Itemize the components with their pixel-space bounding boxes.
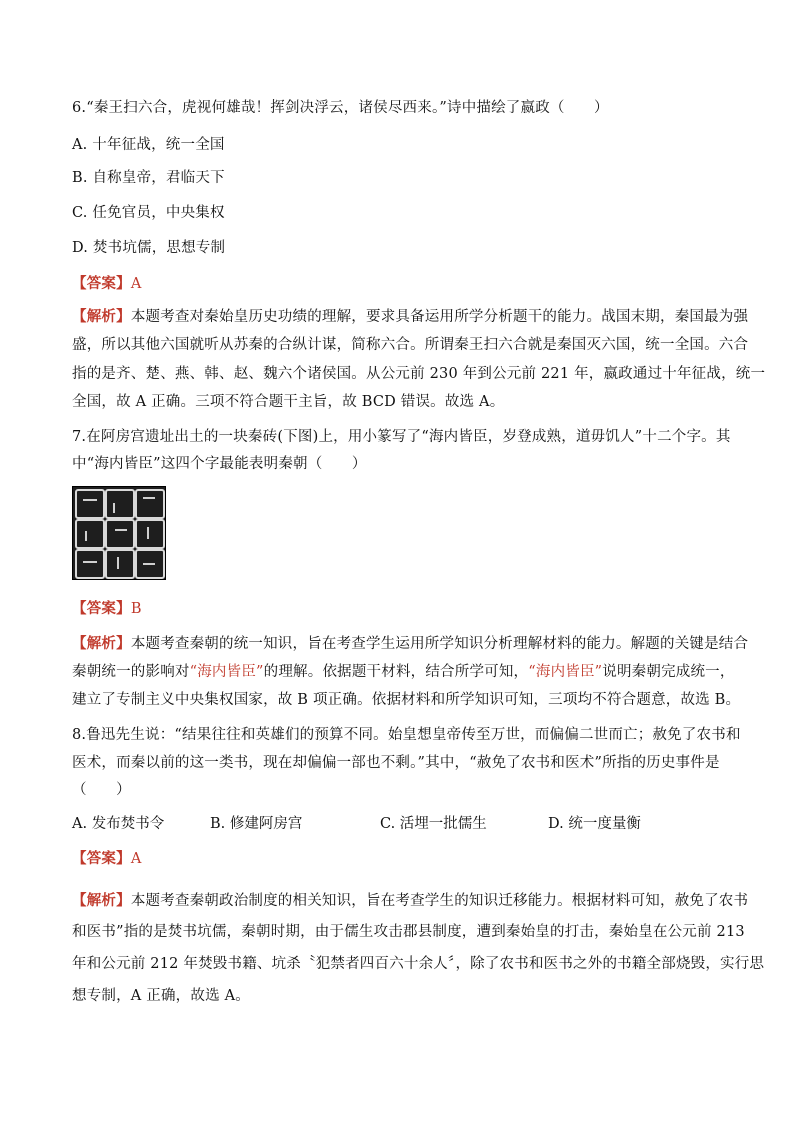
- analysis-text: 本题考查秦朝政治制度的相关知识，旨在考查学生的知识迁移能力。根据材料可知，赦免了农书: [130, 893, 749, 909]
- analysis-tag: 【解析】: [72, 635, 131, 652]
- analysis-tag: 【解析】: [72, 308, 131, 325]
- q8-option-b: B. 修建阿房宫: [210, 816, 303, 832]
- answer-value: A: [130, 276, 142, 292]
- q7-stem-line-2: 中“海内皆臣”这四个字最能表明秦朝（ ）: [72, 456, 367, 472]
- answer-value: A: [130, 851, 142, 867]
- q8-stem-line-2: 医术，而秦以前的这一类书，现在却偏偏一部也不剩。”其中，“赦免了农书和医术”所指的历史事件是: [72, 755, 720, 771]
- q8-stem-line-3: （ ）: [72, 782, 131, 798]
- q6-analysis-line-4: 全国，故 A 正确。三项不符合题干主旨，故 BCD 错误。故选 A。: [72, 394, 505, 410]
- q8-analysis-line-1: [72, 889, 748, 910]
- q8-option-c: C. 活埋一批儒生: [380, 816, 487, 832]
- q7-analysis-line-3: 建立了专制主义中央集权国家，故 B 项正确。依据材料和所学知识可知，三项均不符合题意，故选 B。: [72, 692, 741, 708]
- q8-stem-line-1: 8.鲁迅先生说：“结果往往和英雄们的预算不同。始皇想皇帝传至万世，而偏偏二世而亡；赦免了农书和: [72, 727, 741, 743]
- analysis-tag: 【解析】: [72, 892, 131, 909]
- q6-option-d: D. 焚书坑儒，思想专制: [72, 240, 226, 256]
- quoted-phrase: “海内皆臣”: [528, 664, 603, 680]
- analysis-text: 本题考查对秦始皇历史功绩的理解，要求具备运用所学分析题干的能力。战国末期，秦国最为强: [130, 309, 749, 325]
- q6-option-a: A. 十年征战，统一全国: [72, 137, 225, 153]
- answer-tag: 【答案】: [72, 600, 131, 617]
- q6-analysis-line-1: [72, 305, 748, 326]
- q6-analysis-line-2: 盛，所以其他六国就听从苏秦的合纵计谋，简称六合。所谓秦王扫六合就是秦国灭六国，统一全国。六合: [72, 337, 749, 353]
- q6-analysis-line-3: 指的是齐、楚、燕、韩、赵、魏六个诸侯国。从公元前 230 年到公元前 221 年，嬴政通过十年征战，统一: [72, 366, 766, 382]
- q8-answer: [72, 847, 141, 868]
- analysis-text: 说明秦朝完成统一，: [602, 664, 735, 680]
- q7-analysis-line-1: [72, 632, 748, 653]
- q8-analysis-line-4: 想专制，A 正确，故选 A。: [72, 988, 250, 1004]
- q6-answer: [72, 272, 141, 293]
- analysis-text: 秦朝统一的影响对: [72, 664, 190, 680]
- analysis-text: 的理解。依据题干材料，结合所学可知，: [263, 664, 529, 680]
- qin-brick-image: [72, 486, 166, 580]
- q6-stem: 6.“秦王扫六合，虎视何雄哉！挥剑决浮云，诸侯尽西来。”诗中描绘了嬴政（ ）: [72, 100, 609, 116]
- answer-value: B: [130, 601, 142, 617]
- analysis-text: 本题考查秦朝的统一知识，旨在考查学生运用所学知识分析理解材料的能力。解题的关键是结合: [130, 636, 749, 652]
- q8-analysis-line-3: 年和公元前 212 年焚毁书籍、坑杀〝犯禁者四百六十余人〞，除了农书和医书之外的书籍全部烧毁，实行思: [72, 956, 765, 972]
- q8-analysis-line-2: 和医书”指的是焚书坑儒，秦朝时期，由于儒生攻击郡县制度，遭到秦始皇的打击，秦始皇在公元前 213: [72, 924, 745, 940]
- q6-option-b: B. 自称皇帝，君临天下: [72, 170, 225, 186]
- q8-option-a: A. 发布焚书令: [72, 816, 165, 832]
- answer-tag: 【答案】: [72, 275, 131, 292]
- q8-option-d: D. 统一度量衡: [548, 816, 641, 832]
- q7-answer: [72, 597, 142, 618]
- answer-tag: 【答案】: [72, 850, 131, 867]
- q7-analysis-line-2: [72, 660, 735, 681]
- quoted-phrase: “海内皆臣”: [189, 664, 264, 680]
- q7-stem-line-1: 7.在阿房宫遗址出土的一块秦砖(下图)上，用小篆写了“海内皆臣，岁登成熟，道毋饥人”十二个字。其: [72, 429, 731, 445]
- q6-option-c: C. 任免官员，中央集权: [72, 205, 225, 221]
